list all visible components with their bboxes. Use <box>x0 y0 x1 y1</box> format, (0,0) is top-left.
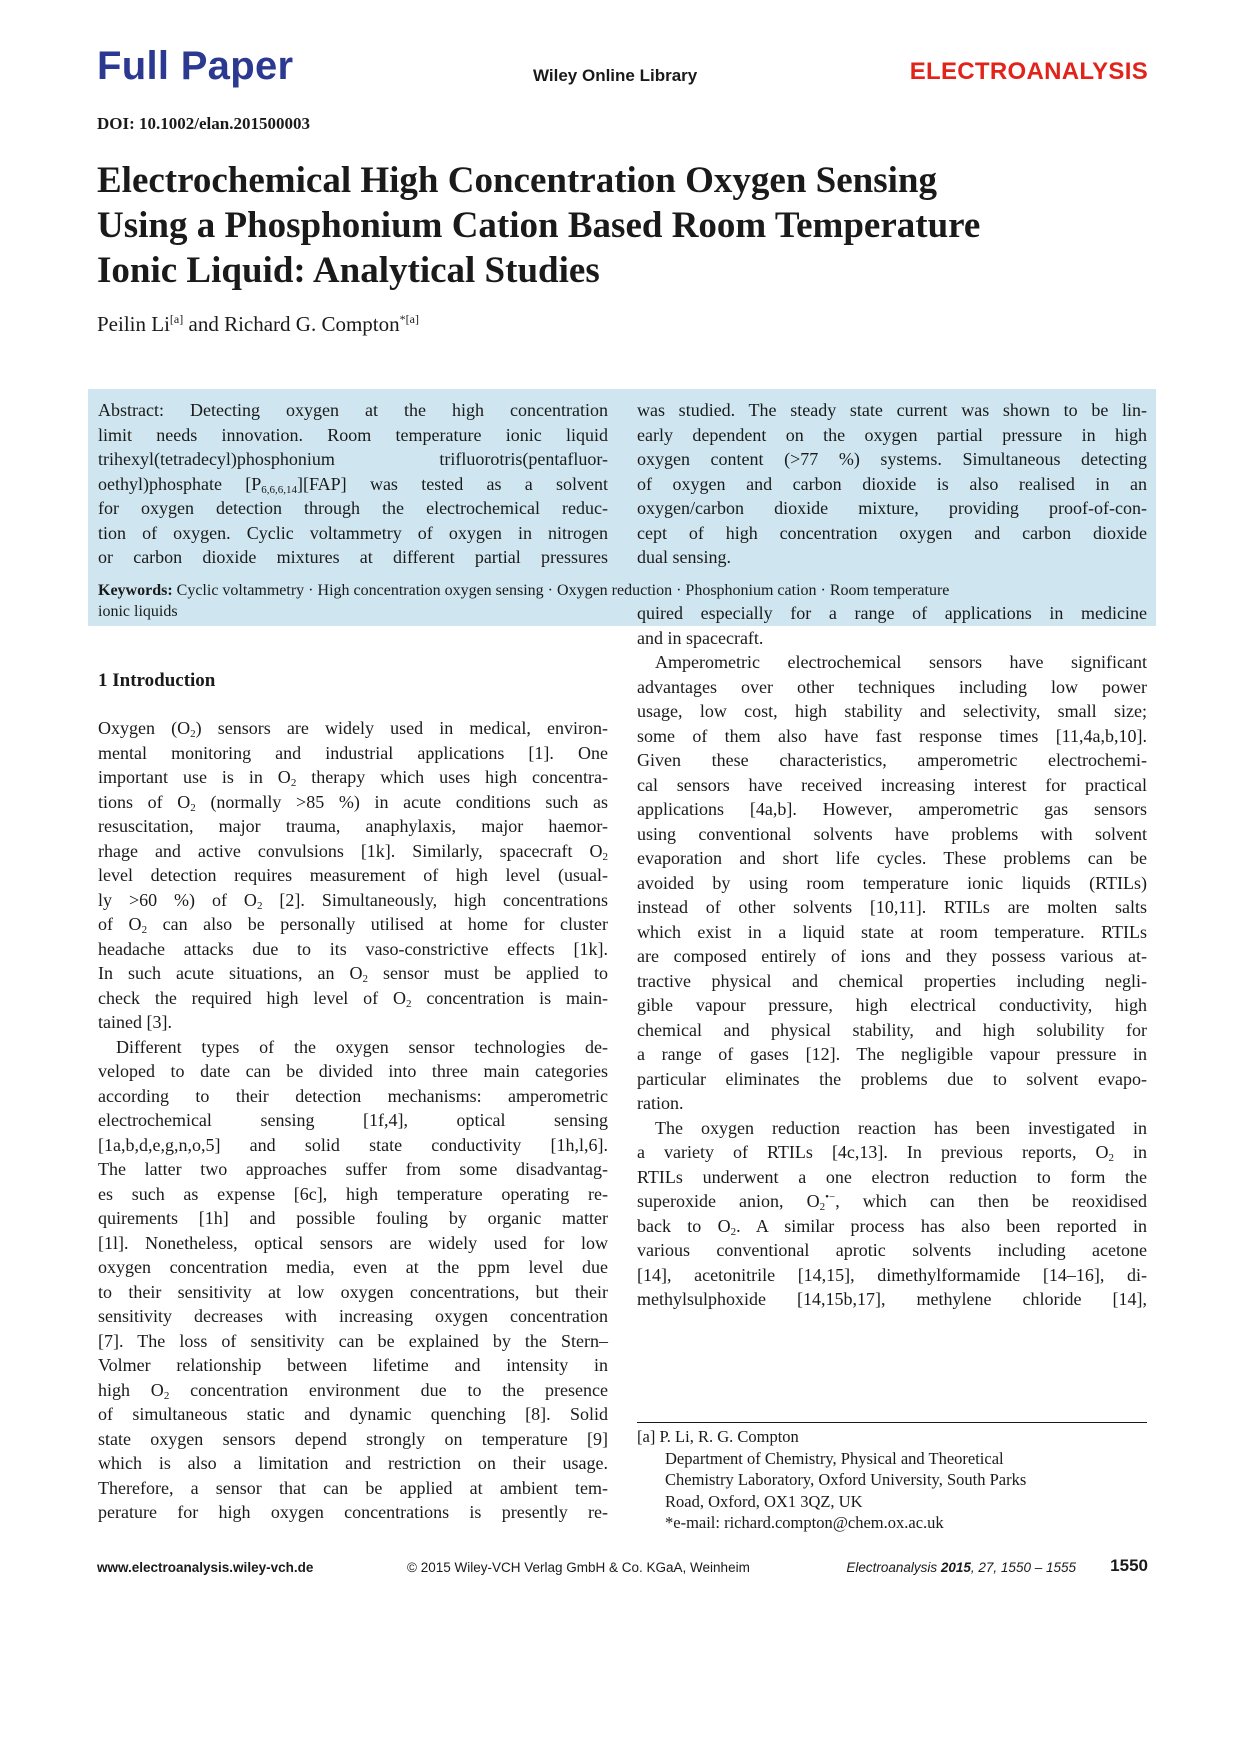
body-text-line: cal sensors have received increasing interest for practical <box>637 774 1147 795</box>
publisher-library: Wiley Online Library <box>533 66 698 85</box>
body-left-column <box>98 716 608 1525</box>
body-text-line: [1a,b,d,e,g,n,o,5] and solid state conductivity [1h,l,6]. <box>98 1134 608 1155</box>
abstract-line: early dependent on the oxygen partial pressure in high <box>637 424 1147 445</box>
footnote-line: [a] P. Li, R. G. Compton <box>637 1427 799 1446</box>
abstract-line: or carbon dioxide mixtures at different partial pressures <box>98 547 608 567</box>
body-text-line: applications [4a,b]. However, amperometric gas sensors <box>637 799 1147 819</box>
body-text-line: superoxide anion, $O_2^{•-}$, which can then be reoxidised <box>637 1191 1147 1213</box>
body-text-line: perature for high oxygen concentrations is presently re- <box>98 1502 608 1522</box>
body-text-line: rhage and active convulsions [1k]. Similarly, spacecraft $O_2$ <box>98 840 608 863</box>
footnote-rule <box>637 1422 1147 1423</box>
abstract-line: dual sensing. <box>637 547 731 567</box>
body-text-line: evaporation and short life cycles. These problems can be <box>637 848 1147 868</box>
title-line: Electrochemical High Concentration Oxygen Sensing <box>97 160 937 201</box>
journal-ref-year: 2015 <box>940 1560 971 1575</box>
body-text-line: mental monitoring and industrial applications [1]. One <box>98 742 608 763</box>
footnote-line: Chemistry Laboratory, Oxford University, South Parks <box>665 1470 1027 1489</box>
doi: DOI: 10.1002/elan.201500003 <box>97 114 310 133</box>
footnote-line: Department of Chemistry, Physical and Theoretical <box>665 1448 1004 1468</box>
body-text-line: methylsulphoxide [14,15b,17], methylene chloride [14], <box>637 1289 1147 1309</box>
body-text-line: of simultaneous static and dynamic quenching [8]. Solid <box>98 1404 608 1424</box>
abstract-line: for oxygen detection through the electrochemical reduc- <box>98 498 608 518</box>
body-text-line: of $O_2$ can also be personally utilised at home for cluster <box>98 914 608 936</box>
title-line: Ionic Liquid: Analytical Studies <box>97 250 600 291</box>
body-text-line: avoided by using room temperature ionic liquids (RTILs) <box>637 872 1147 893</box>
body-text-line: instead of other solvents [10,11]. RTILs are molten salts <box>637 897 1147 917</box>
abstract-line: Abstract: Detecting oxygen at the high concentration <box>98 400 608 420</box>
body-text-line: quirements [1h] and possible fouling by organic matter <box>98 1208 608 1228</box>
keywords-text: Cyclic voltammetry · High concentration oxygen sensing · Oxygen reduction · Phosphonium cation · Room temperature <box>172 582 950 599</box>
title-line: Using a Phosphonium Cation Based Room Temperature <box>97 205 981 246</box>
body-right-column <box>637 601 1147 1312</box>
body-text-line: Therefore, a sensor that can be applied at ambient tem- <box>98 1477 608 1498</box>
body-text-line: ly >60 %) of $O_2$ [2]. Simultaneously, high concentrations <box>98 889 609 912</box>
author-name: Richard G. Compton <box>224 312 400 336</box>
body-text-line: advantages over other techniques including low power <box>637 676 1147 697</box>
author-conjunction: and <box>183 312 225 336</box>
body-text-line: some of them also have fast response times [11,4a,b,10]. <box>637 725 1147 746</box>
body-text-line: check the required high level of $O_2$ concentration is main- <box>98 987 608 1010</box>
journal-ref-volume-pages: , 27, 1550 – 1555 <box>970 1560 1076 1575</box>
body-text-line: Given these characteristics, amperometric electrochemi- <box>637 750 1147 770</box>
body-text-line: [1l]. Nonetheless, optical sensors are widely used for low <box>98 1232 608 1253</box>
journal-url: www.electroanalysis.wiley-vch.de <box>97 1560 314 1575</box>
body-text-line: various conventional aprotic solvents including acetone <box>637 1240 1147 1260</box>
body-text-line: level detection requires measurement of high level (usual- <box>98 865 608 885</box>
body-text-line: tractive physical and chemical properties including negli- <box>637 970 1147 991</box>
abstract-left-column <box>98 398 608 570</box>
body-text-line: Amperometric electrochemical sensors have significant <box>655 652 1147 672</box>
body-text-line: tained [3]. <box>98 1012 172 1032</box>
journal-ref-name: Electroanalysis <box>846 1560 941 1575</box>
section-heading: 1 Introduction <box>98 670 216 691</box>
body-text-line: back to $O_2$. A similar process has also been reported in <box>637 1215 1147 1238</box>
keywords-line: ionic liquids <box>98 603 178 620</box>
body-text-line: The latter two approaches suffer from some disadvantag- <box>98 1159 608 1179</box>
abstract-line: limit needs innovation. Room temperature ionic liquid <box>98 424 608 445</box>
body-text-line: which exist in a liquid state at room temperature. RTILs <box>637 921 1147 942</box>
body-text-line: es such as expense [6c], high temperature operating re- <box>98 1183 608 1204</box>
paper-title <box>97 158 1147 293</box>
abstract-line: of oxygen and carbon dioxide is also realised in an <box>637 473 1147 494</box>
body-text-line: tions of $O_2$ (normally >85 %) in acute conditions such as <box>98 791 609 814</box>
body-text-line: [7]. The loss of sensitivity can be explained by the Stern– <box>98 1330 608 1351</box>
body-text-line: important use is in $O_2$ therapy which uses high concentra- <box>98 767 608 789</box>
body-text-line: according to their detection mechanisms: amperometric <box>98 1085 608 1106</box>
body-text-line: gible vapour pressure, high electrical conductivity, high <box>637 995 1147 1015</box>
abstract-line: was studied. The steady state current was shown to be lin- <box>637 400 1147 420</box>
body-text-line: headache attacks due to its vaso-constrictive effects [1k]. <box>98 938 608 959</box>
body-text-line: a range of gases [12]. The negligible vapour pressure in <box>637 1044 1147 1064</box>
abstract-line: oxygen/carbon dioxide mixture, providing proof-of-con- <box>637 498 1147 518</box>
abstract-line: cept of high concentration oxygen and carbon dioxide <box>637 522 1147 543</box>
body-text-line: The oxygen reduction reaction has been investigated in <box>655 1117 1147 1138</box>
body-text-line: usage, low cost, high stability and selectivity, small size; <box>637 701 1147 721</box>
keywords-label: Keywords: <box>98 582 173 599</box>
body-text-line: using conventional solvents have problems with solvent <box>637 823 1147 844</box>
body-text-line: veloped to date can be divided into three main categories <box>98 1061 608 1081</box>
footnote-line: Road, Oxford, OX1 3QZ, UK <box>665 1491 863 1511</box>
body-text-line: a variety of RTILs [4c,13]. In previous reports, $O_2$ in <box>637 1142 1147 1164</box>
body-text-line: oxygen concentration media, even at the ppm level due <box>98 1257 608 1277</box>
journal-name: ELECTROANALYSIS <box>909 58 1148 85</box>
body-text-line: Different types of the oxygen sensor technologies de- <box>116 1036 608 1057</box>
body-text-line: Volmer relationship between lifetime and intensity in <box>98 1355 608 1375</box>
keywords-line <box>98 580 1148 601</box>
body-text-line: and in spacecraft. <box>637 627 764 648</box>
body-text-line: high $O_2$ concentration environment due to the presence <box>98 1379 609 1402</box>
footnote-email: *e-mail: richard.compton@chem.ox.ac.uk <box>665 1513 944 1532</box>
authors <box>97 312 419 337</box>
body-text-line: which is also a limitation and restriction on their usage. <box>98 1453 608 1473</box>
section-label: Full Paper <box>97 44 294 88</box>
affiliation-mark: [a] <box>405 312 419 326</box>
body-text-line: particular eliminates the problems due to solvent evapo- <box>637 1068 1147 1089</box>
body-text-line: sensitivity decreases with increasing oxygen concentration <box>98 1306 608 1326</box>
abstract-line: trihexyl(tetradecyl)phosphonium trifluorotris(pentafluor- <box>98 449 608 469</box>
body-text-line: state oxygen sensors depend strongly on temperature [9] <box>98 1428 608 1449</box>
abstract-line: oxygen content (>77 %) systems. Simultaneous detecting <box>637 449 1147 469</box>
author-name: Peilin Li <box>97 312 170 336</box>
body-text-line: electrochemical sensing [1f,4], optical sensing <box>98 1110 608 1130</box>
body-text-line: chemical and physical stability, and high solubility for <box>637 1019 1147 1040</box>
body-text-line: quired especially for a range of applications in medicine <box>637 603 1147 623</box>
page-number: 1550 <box>1110 1556 1148 1575</box>
body-text-line: RTILs underwent a one electron reduction to form the <box>637 1166 1147 1187</box>
body-text-line: Oxygen $(O_2)$ sensors are widely used in medical, environ- <box>98 718 608 740</box>
body-text-line: are composed entirely of ions and they possess various at- <box>637 946 1147 966</box>
body-text-line: In such acute situations, an $O_2$ sensor must be applied to <box>98 963 608 985</box>
journal-reference <box>846 1560 1076 1575</box>
body-text-line: to their sensitivity at low oxygen concentrations, but their <box>98 1281 608 1302</box>
body-text-line: [14], acetonitrile [14,15], dimethylformamide [14–16], di- <box>637 1264 1147 1285</box>
abstract-right-column <box>637 398 1147 570</box>
abstract-line: tion of oxygen. Cyclic voltammetry of oxygen in nitrogen <box>98 522 608 543</box>
body-text-line: ration. <box>637 1093 684 1113</box>
affiliation-mark: [a] <box>169 312 184 326</box>
abstract-line: oethyl)phosphate $[P_{6,6,6,14}][FAP]$ was tested as a solvent <box>98 473 608 496</box>
affiliation-footnote <box>637 1426 1147 1534</box>
corresponding-mark: * <box>399 312 406 326</box>
copyright: © 2015 Wiley-VCH Verlag GmbH & Co. KGaA, Weinheim <box>407 1560 750 1575</box>
body-text-line: resuscitation, major trauma, anaphylaxis, major haemor- <box>98 816 608 836</box>
